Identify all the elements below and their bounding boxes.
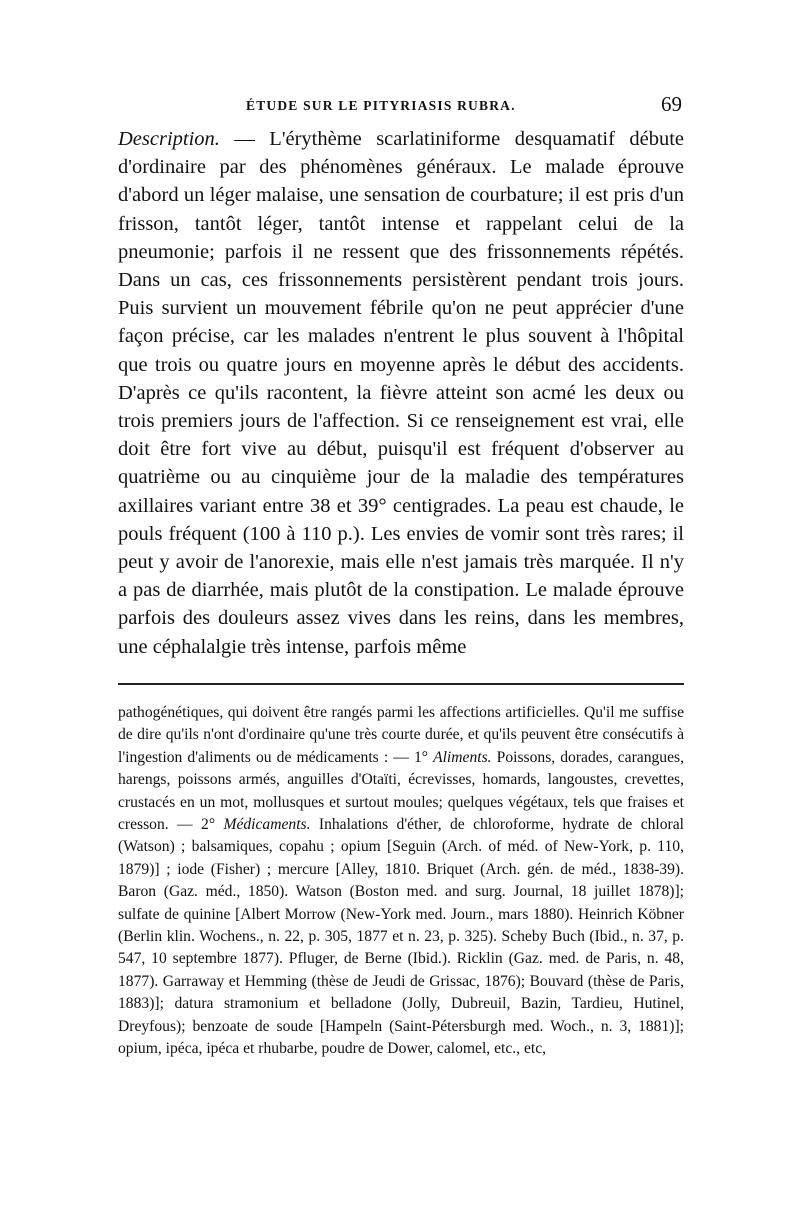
footnote-text-3: Inhalations d'éther, de chloroforme, hydrate de chloral (Watson) ; balsamiques, copahu ; opium [Seguin (Arch. of méd. of New-York, p. 110, 1879)] ; iode (Fisher) ; mercure [Alley, 1810. Briquet (Arch. gén. de méd., 1838-39). Baron (Gaz. méd., 1850). Watson (Boston med. and surg. Journal, 18 juillet 1878)]; sulfate de quinine [Albert Morrow (New-York med. Journ., mars 1880). Heinrich Köbner (Berlin klin. Wochens., n. 22, p. 305, 1877 et n. 23, p. 325). Scheby Buch (Ibid., n. 37, p. 547, 10 septembre 1877). Pfluger, de Berne (Ibid.). Ricklin (Gaz. med. de Paris, n. 48, 1877). Garraway et Hemming (thèse de Jeudi de Grissac, 1876); Bouvard (thèse de Paris, 1883)]; datura stramonium et belladone (Jolly, Dubreuil, Bazin, Tardieu, Hutinel, Dreyfous); benzoate de soude [Hampeln (Saint-Pétersburgh med. Woch., n. 3, 1881)]; opium, ipéca, ipéca et rhubarbe, poudre de Dower, calomel, etc., etc,	[118, 816, 684, 1058]
running-title: ÉTUDE SUR LE PITYRIASIS RUBRA.	[246, 98, 516, 113]
footnote	[118, 702, 684, 1061]
footnote-label-medicaments: Médicaments.	[223, 816, 311, 834]
paragraph-text: — L'érythème scarlatiniforme desquamatif débute d'ordinaire par des phénomènes généraux. Le malade éprouve d'abord un léger malaise, une sensation de courbature; il est pris d'un frisson, tantôt léger, tantôt intense et rappelant celui de la pneumonie; parfois il ne ressent que des frissonnements répétés. Dans un cas, ces frissonnements persistèrent pendant trois jours. Puis survient un mouvement fébrile qu'on ne peut apprécier d'une façon précise, car les malades n'entrent le plus souvent à l'hôpital que trois ou quatre jours en moyenne après le début des accidents. D'après ce qu'ils racontent, la fièvre atteint son acmé les deux ou trois premiers jours de l'affection. Si ce renseignement est vrai, elle doit être fort vive au début, puisqu'il est fréquent d'observer au quatrième ou au cinquième jour de la maladie des températures axillaires variant entre 38 et 39° centigrades. La peau est chaude, le pouls fréquent (100 à 110 p.). Les envies de vomir sont très rares; il peut y avoir de l'anorexie, mais elle n'est jamais très marquée. Il n'y a pas de diarrhée, mais plutôt de la constipation. Le malade éprouve parfois des douleurs assez vives dans les reins, dans les membres, une céphalalgie très intense, parfois même	[118, 128, 684, 658]
page-number: 69	[661, 92, 682, 116]
section-lead: Description.	[118, 128, 220, 150]
footnote-label-aliments: Aliments.	[433, 748, 492, 766]
footnote-text-2: Poissons, dorades, carangues, harengs, poissons armés, anguilles d'Otaïti, écrevisses, homards, langoustes, crevettes, crustacés en un mot, mollusques et surtout moules; quelques végétaux, tels que fraises et cresson. — 2°	[118, 748, 684, 834]
footnote-text-1: pathogénétiques, qui doivent être rangés parmi les affections artificielles. Qu'il me suffise de dire qu'ils n'ont d'ordinaire qu'une très courte durée, et qu'ils peuvent être consécutifs à l'ingestion d'aliments ou de médicaments : — 1°	[118, 704, 684, 766]
main-paragraph	[118, 125, 684, 661]
footnote-rule	[118, 683, 684, 685]
running-head	[118, 92, 684, 122]
